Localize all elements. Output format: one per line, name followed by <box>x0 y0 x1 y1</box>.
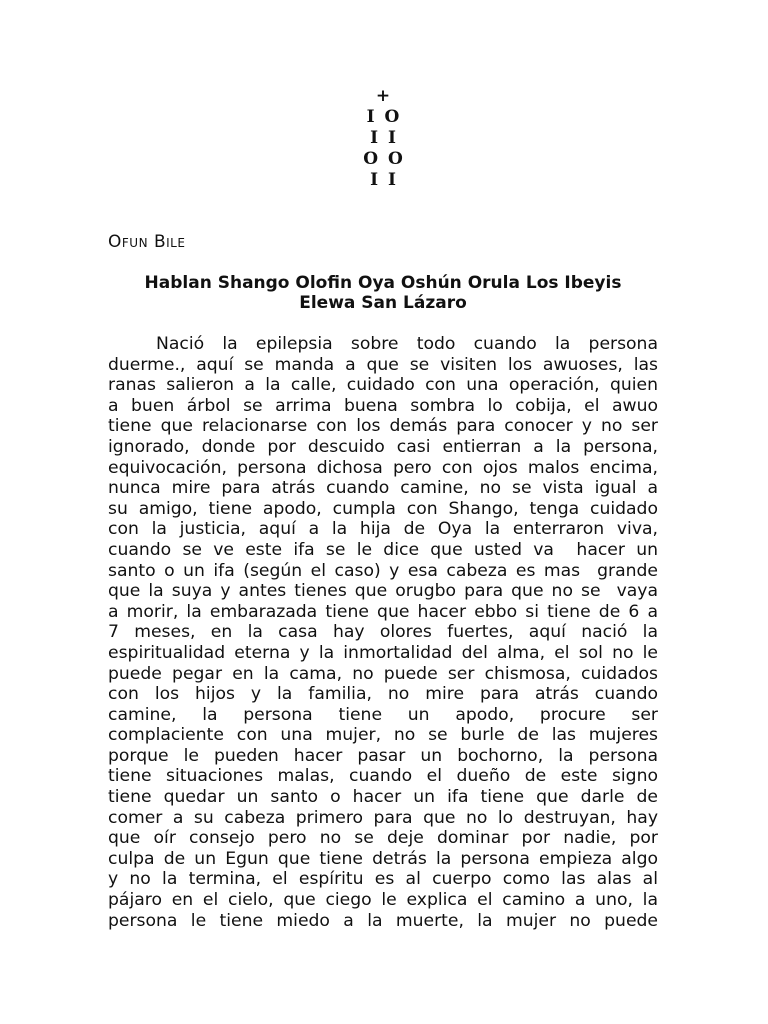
sign-row: I O <box>366 107 402 127</box>
paragraph-line: con la justicia, aquí a la hija de Oya la enterraron viva, <box>108 519 658 540</box>
paragraph-line: comer a su cabeza primero para que no lo destruyan, hay <box>108 807 658 828</box>
paragraph-line: tiene situaciones malas, cuando el dueño de este signo <box>108 766 658 787</box>
paragraph-line: cuando se ve este ifa se le dice que usted va hacer un <box>108 539 658 560</box>
heading-line: Hablan Shango Olofin Oya Oshún Orula Los Ibeyis <box>144 273 622 293</box>
paragraph-line: Nació la epilepsia sobre todo cuando la persona <box>156 334 658 354</box>
sign-row: I I <box>370 128 398 148</box>
paragraph-line: duerme., aquí se manda a que se visiten los awuoses, las <box>108 354 658 375</box>
sign-row: I I <box>370 170 398 190</box>
paragraph-line: persona le tiene miedo a la muerte, la mujer no puede <box>108 910 658 931</box>
paragraph-line: a morir, la embarazada tiene que hacer ebbo si tiene de 6 a <box>108 601 658 622</box>
paragraph-line: porque le pueden hacer pasar un bochorno, la persona <box>108 745 658 766</box>
sign-row: O O <box>363 149 405 169</box>
heading-line: Elewa San Lázaro <box>299 293 467 313</box>
paragraph-line: tiene que relacionarse con los demás para conocer y no ser <box>108 416 658 437</box>
sign-cross: + <box>375 86 393 106</box>
paragraph-line: tiene quedar un santo o hacer un ifa tiene que darle de <box>108 787 658 808</box>
paragraph-line: que oír consejo pero no se deje dominar por nadie, por <box>108 828 658 849</box>
odu-sign-figure <box>352 86 416 191</box>
paragraph-line: equivocación, persona dichosa pero con ojos malos encima, <box>108 457 658 478</box>
paragraph-line: complaciente con una mujer, no se burle de las mujeres <box>108 725 658 746</box>
paragraph-line: puede pegar en la cama, no puede ser chismosa, cuidados <box>108 663 658 684</box>
paragraph-line: 7 meses, en la casa hay olores fuertes, aquí nació la <box>108 622 658 643</box>
paragraph-line: pájaro en el cielo, que ciego le explica el camino a uno, la <box>108 890 658 911</box>
paragraph-line: santo o un ifa (según el caso) y esa cabeza es mas grande <box>108 560 658 581</box>
paragraph-line: culpa de un Egun que tiene detrás la persona empieza algo <box>108 848 658 869</box>
paragraph-line: que la suya y antes tienes que orugbo para que no se vaya <box>108 581 658 602</box>
paragraph-line: espiritualidad eterna y la inmortalidad del alma, el sol no le <box>108 642 658 663</box>
paragraph-line: a buen árbol se arrima buena sombra lo cobija, el awuo <box>108 395 658 416</box>
body-paragraph <box>108 334 658 931</box>
paragraph-line: ranas salieron a la calle, cuidado con una operación, quien <box>108 375 658 396</box>
odu-name: Ofun Bile <box>108 232 186 252</box>
paragraph-line: con los hijos y la familia, no mire para atrás cuando <box>108 684 658 705</box>
paragraph-line: su amigo, tiene apodo, cumpla con Shango, tenga cuidado <box>108 498 658 519</box>
paragraph-line: y no la termina, el espíritu es al cuerpo como las alas al <box>108 869 658 890</box>
paragraph-line: nunca mire para atrás cuando camine, no se vista igual a <box>108 478 658 499</box>
paragraph-line: camine, la persona tiene un apodo, procure ser <box>108 704 658 725</box>
section-heading <box>108 273 658 313</box>
paragraph-line: ignorado, donde por descuido casi entierran a la persona, <box>108 436 658 457</box>
